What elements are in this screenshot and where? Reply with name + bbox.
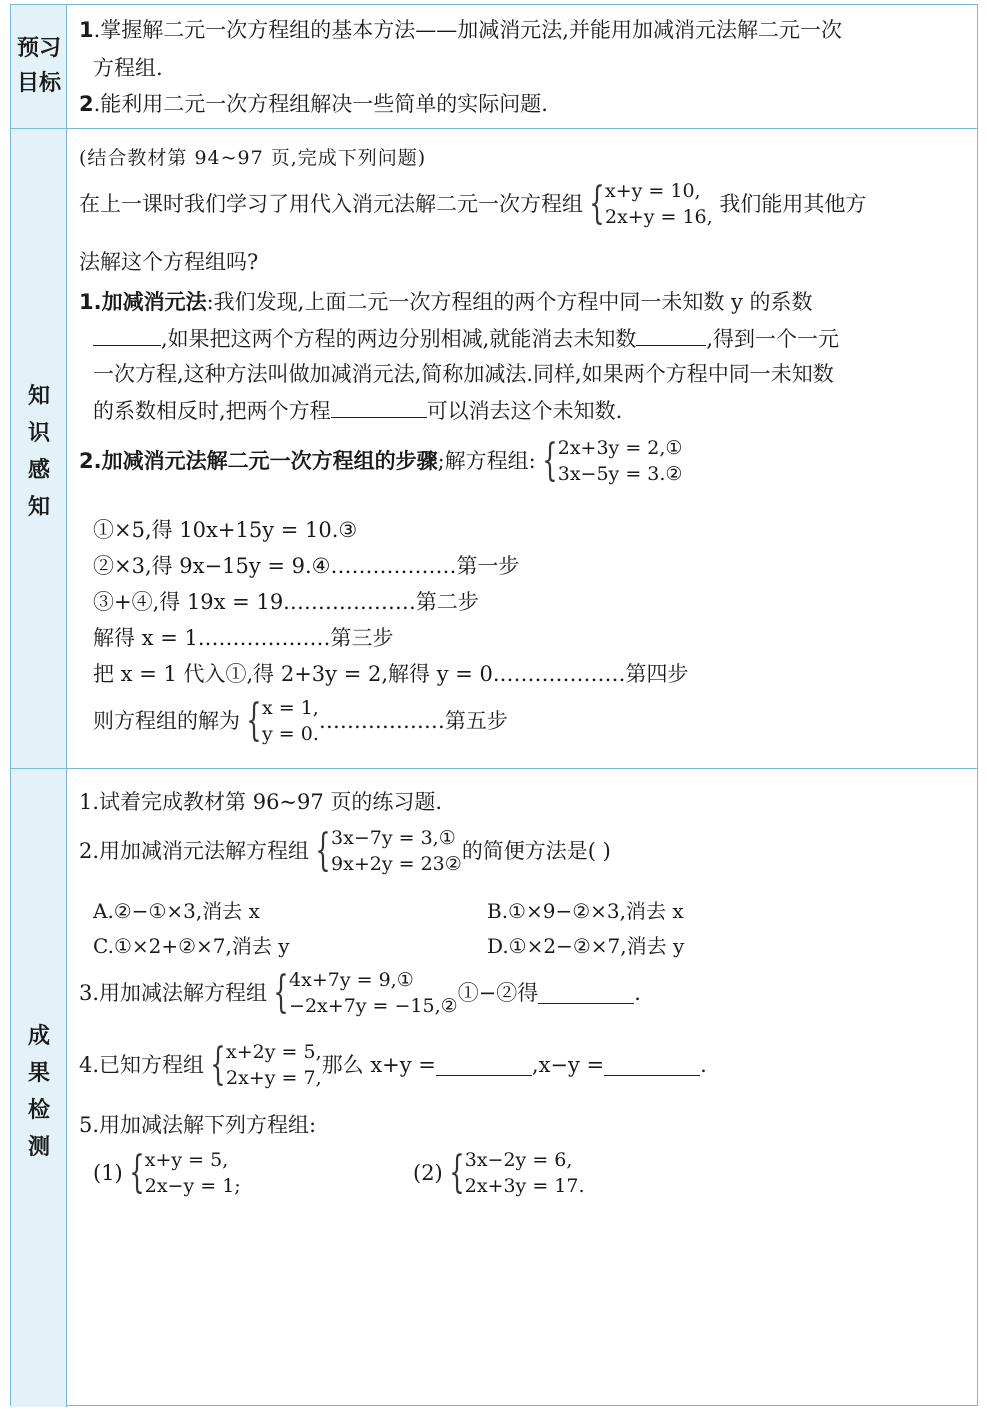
- blank-1[interactable]: [93, 325, 161, 346]
- step-line-5: 把 x = 1 代入①,得 2+3y = 2,解得 y = 0.………………第四步: [93, 662, 689, 686]
- step-line-4: 解得 x = 1.………………第三步: [93, 626, 394, 650]
- section-label-knowledge: 知 识 感 知: [11, 129, 67, 768]
- question-1: 1.试着完成教材第 96~97 页的练习题.: [79, 790, 443, 814]
- knowledge-p2: 2.加减消元法解二元一次方程组的步骤;解方程组: { 2x+3y = 2,① 3x−5y = 3.②: [79, 435, 683, 486]
- step-line-3: ③+④,得 19x = 19.………………第二步: [93, 590, 479, 614]
- preview-item-1: 1.掌握解二元一次方程组的基本方法——加减消元法,并能用加减消元法解二元一次: [79, 18, 842, 42]
- q2-option-d[interactable]: D.①×2−②×7,消去 y: [487, 934, 685, 958]
- intro-equation-system: { x+y = 10, 2x+y = 16,: [589, 178, 713, 229]
- q3-equation-system: { 4x+7y = 9,① −2x+7y = −15,②: [273, 967, 458, 1018]
- q2-equation-system: { 3x−7y = 3,① 9x+2y = 23②: [315, 825, 462, 876]
- q5-part-2-system: { 3x−2y = 6, 2x+3y = 17.: [449, 1147, 585, 1198]
- q2-option-b[interactable]: B.①×9−②×3,消去 x: [487, 899, 684, 923]
- section-label-check: 成 果 检 测: [11, 769, 67, 1407]
- q2-option-c[interactable]: C.①×2+②×7,消去 y: [93, 934, 290, 958]
- knowledge-p1-line1: 1.加减消元法:我们发现,上面二元一次方程组的两个方程中同一未知数 y 的系数: [79, 290, 813, 314]
- question-5: 5.用加减法解下列方程组:: [79, 1113, 317, 1137]
- section-knowledge: [11, 129, 977, 769]
- knowledge-intro: 在上一课时我们学习了用代入消元法解二元一次方程组 { x+y = 10, 2x+y = 16, 我们能用其他方: [79, 178, 867, 229]
- knowledge-p1-line3: 一次方程,这种方法叫做加减消元法,简称加减法.同样,如果两个方程中同一未知数: [93, 362, 834, 386]
- question-4: 4.已知方程组 { x+2y = 5, 2x+y = 7, 那么 x+y = ,x−y = .: [79, 1039, 707, 1090]
- section-check: [11, 769, 977, 1407]
- section-preview: [11, 5, 977, 129]
- section-label-preview: 预习 目标: [11, 5, 67, 128]
- knowledge-note: (结合教材第 94~97 页,完成下列问题): [79, 147, 427, 169]
- knowledge-intro-cont: 法解这个方程组吗?: [79, 250, 259, 274]
- q4-equation-system: { x+2y = 5, 2x+y = 7,: [210, 1039, 322, 1090]
- worksheet: [10, 4, 978, 1406]
- preview-item-1-cont: 方程组.: [93, 56, 163, 80]
- q2-option-a[interactable]: A.②−①×3,消去 x: [93, 899, 260, 923]
- preview-item-2: 2.能利用二元一次方程组解决一些简单的实际问题.: [79, 92, 548, 116]
- q4-blank-diff[interactable]: [604, 1055, 700, 1076]
- q5-part-2: (2) { 3x−2y = 6, 2x+3y = 17.: [413, 1147, 585, 1198]
- p2-equation-system: { 2x+3y = 2,① 3x−5y = 3.②: [542, 435, 683, 486]
- q3-answer-blank[interactable]: [538, 983, 634, 1004]
- final-solution-system: { x = 1, y = 0.: [246, 695, 319, 746]
- knowledge-p1-line2: ,如果把这两个方程的两边分别相减,就能消去未知数 ,得到一个一元: [93, 325, 839, 352]
- step-final: 则方程组的解为 { x = 1, y = 0. ………………第五步: [93, 695, 508, 746]
- step-line-2: ②×3,得 9x−15y = 9.④………………第一步: [93, 554, 520, 578]
- step-line-1: ①×5,得 10x+15y = 10.③: [93, 518, 358, 542]
- blank-2[interactable]: [636, 325, 706, 346]
- q4-blank-sum[interactable]: [436, 1055, 532, 1076]
- knowledge-p1-line4: 的系数相反时,把两个方程 可以消去这个未知数.: [93, 399, 623, 423]
- question-2: 2.用加减消元法解方程组 { 3x−7y = 3,① 9x+2y = 23② 的简便方法是( ): [79, 825, 611, 876]
- blank-3[interactable]: [331, 397, 427, 418]
- q5-part-1-system: { x+y = 5, 2x−y = 1;: [129, 1147, 241, 1198]
- question-3: 3.用加减法解方程组 { 4x+7y = 9,① −2x+7y = −15,② ①−②得 .: [79, 967, 641, 1018]
- q5-part-1: (1) { x+y = 5, 2x−y = 1;: [93, 1147, 241, 1198]
